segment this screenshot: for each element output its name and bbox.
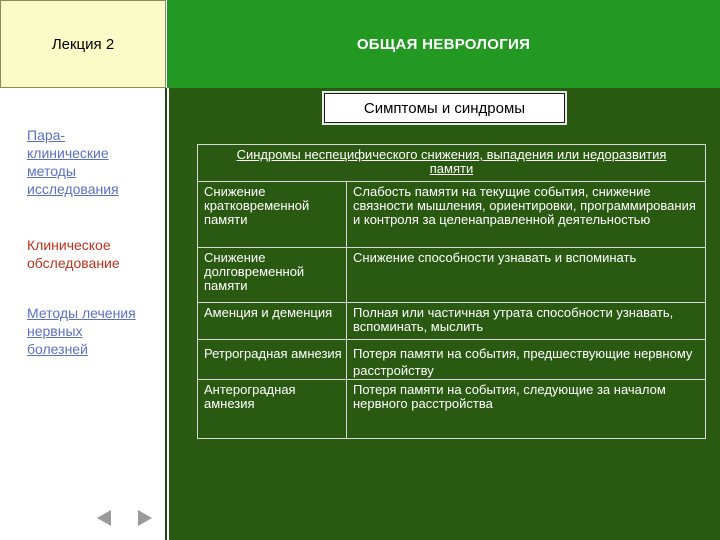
- sidebar-link-paraclinical-methods[interactable]: Пара-клинические методы исследования: [27, 127, 119, 197]
- table-cell-term: Снижение кратковременной памяти: [198, 182, 347, 247]
- table-cell-description: Потеря памяти на события, предшествующие нервному расстройству: [353, 346, 693, 378]
- main-content: [169, 88, 720, 540]
- table-cell-description: Потеря памяти на события, следующие за началом нервного расстройства: [353, 382, 666, 411]
- section-subtitle: [324, 93, 565, 123]
- table-cell-term: Снижение долговременной памяти: [198, 248, 347, 302]
- sidebar-link-treatment-methods[interactable]: Методы лечения нервных болезней: [27, 305, 136, 357]
- table-row: [198, 182, 705, 248]
- table-header: Синдромы неспецифического снижения, выпадения или недоразвития памяти: [198, 145, 705, 182]
- syndromes-table: [197, 144, 706, 439]
- lecture-label: Лекция 2: [51, 35, 115, 53]
- table-row: [198, 303, 705, 340]
- table-cell-description: Снижение способности узнавать и вспоминать: [353, 250, 637, 265]
- subtitle-text: Симптомы и синдромы: [363, 99, 526, 117]
- table-row: [198, 380, 705, 438]
- table-cell-term: Антероградная амнезия: [198, 380, 347, 438]
- lecture-label-panel: [0, 0, 166, 88]
- table-row: [198, 340, 705, 380]
- page-title: ОБЩАЯ НЕВРОЛОГИЯ: [356, 35, 531, 53]
- header-bar: [167, 0, 720, 88]
- table-row: [198, 248, 705, 303]
- table-cell-description: Полная или частичная утрата способности узнавать, вспоминать, мыслить: [353, 305, 674, 334]
- triangle-left-icon[interactable]: [97, 510, 111, 526]
- sidebar-link-clinical-examination[interactable]: Клиническое обследование: [27, 237, 120, 271]
- table-cell-term: Аменция и деменция: [198, 303, 347, 339]
- table-cell-description: Слабость памяти на текущие события, снижение связности мышления, ориентировки, программирования и контроля за целенаправленной деятельностью: [353, 184, 696, 227]
- triangle-right-icon[interactable]: [138, 510, 152, 526]
- table-cell-term: Ретроградная амнезия: [198, 340, 347, 379]
- sidebar: [0, 88, 167, 540]
